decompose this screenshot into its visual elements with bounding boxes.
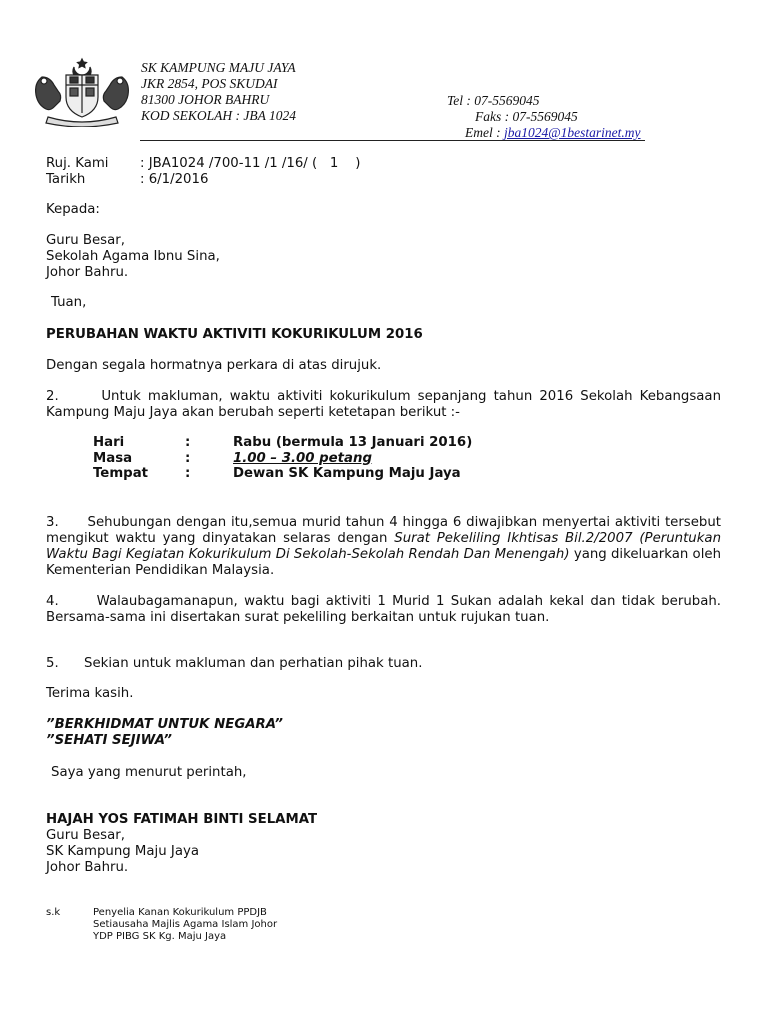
schedule-value: Dewan SK Kampung Maju Jaya xyxy=(233,466,461,481)
header-divider xyxy=(140,140,645,141)
kepada-label: Kepada: xyxy=(46,202,100,217)
schedule-label: Masa xyxy=(93,450,133,466)
schedule-label: Hari xyxy=(93,435,125,450)
salutation: Tuan, xyxy=(51,295,87,310)
cc-list xyxy=(93,907,277,943)
coat-of-arms-icon xyxy=(30,57,134,127)
school-code: KOD SEKOLAH : JBA 1024 xyxy=(141,108,296,123)
motto-block xyxy=(46,717,283,749)
signatory-city: Johor Bahru. xyxy=(46,860,129,875)
letterhead-contact xyxy=(447,93,641,141)
school-name: SK KAMPUNG MAJU JAYA xyxy=(141,60,296,75)
address-line-1: JKR 2854, POS SKUDAI xyxy=(141,76,278,91)
letterhead-address xyxy=(141,60,296,124)
schedule-label: Tempat xyxy=(93,466,149,481)
paragraph-2: 2. Untuk makluman, waktu aktiviti kokurikulum sepanjang tahun 2016 Sekolah Kebangsaan Kampung Maju Jaya akan berubah seperti ketetapan berikut :- xyxy=(46,389,726,420)
recipient-block xyxy=(46,233,220,281)
schedule-sep: : xyxy=(185,466,191,481)
cc-label: s.k xyxy=(46,907,61,918)
circular-reference: Surat Pekeliling Ikhtisas Bil.2/2007 (Peruntukan Waktu Bagi Kegiatan Kokurikulum Di Sekolah-Sekolah Rendah Dan Menengah) xyxy=(46,531,726,562)
schedule-sep: : xyxy=(185,450,191,466)
tarikh-label: Tarikh xyxy=(46,172,86,187)
tarikh-value: : 6/1/2016 xyxy=(140,172,209,187)
ruj-label: Ruj. Kami xyxy=(46,156,109,171)
paragraph-3-text: 3. Sehubungan dengan itu,semua murid tahun 4 hingga 6 diwajibkan menyertai aktiviti tersebut mengikut waktu yang dinyatakan selaras dengan xyxy=(46,515,726,546)
fax-number: Faks : 07-5569045 xyxy=(475,109,578,124)
paragraph-5: 5. Sekian untuk makluman dan perhatian pihak tuan. xyxy=(46,656,423,671)
schedule-value: 1.00 – 3.00 petang xyxy=(233,450,373,466)
paragraph-4: 4. Walaubagamanapun, waktu bagi aktiviti 1 Murid 1 Sukan adalah kekal dan tidak berubah. Bersama-sama ini disertakan surat pekeliling berkaitan untuk rujukan tuan. xyxy=(46,594,726,625)
cc-item: YDP PIBG SK Kg. Maju Jaya xyxy=(93,931,227,942)
schedule-value: Rabu (bermula 13 Januari 2016) xyxy=(233,435,473,450)
cc-item: Setiausaha Majlis Agama Islam Johor xyxy=(93,919,278,930)
signatory-title: Guru Besar, xyxy=(46,828,125,843)
recipient-line-1: Guru Besar, xyxy=(46,233,125,248)
schedule-sep: : xyxy=(185,435,191,450)
closing: Terima kasih. xyxy=(46,686,134,701)
yours-faithfully: Saya yang menurut perintah, xyxy=(51,765,247,780)
paragraph-3-text-end: yang dikeluarkan oleh Kementerian Pendidikan Malaysia. xyxy=(46,547,726,578)
email-label: Emel : xyxy=(465,125,504,140)
tel-number: Tel : 07-5569045 xyxy=(447,93,540,108)
subject-heading: PERUBAHAN WAKTU AKTIVITI KOKURIKULUM 2016 xyxy=(46,327,423,342)
cc-item: Penyelia Kanan Kokurikulum PPDJB xyxy=(93,907,267,918)
signatory-name: HAJAH YOS FATIMAH BINTI SELAMAT xyxy=(46,812,318,827)
recipient-line-2: Sekolah Agama Ibnu Sina, xyxy=(46,249,220,264)
signatory-block xyxy=(46,812,317,876)
motto-line-2: ”SEHATI SEJIWA” xyxy=(46,733,172,748)
email-line xyxy=(447,125,641,141)
motto-line-1: ”BERKHIDMAT UNTUK NEGARA” xyxy=(46,717,283,732)
paragraph-3 xyxy=(46,515,726,579)
email-link[interactable]: jba1024@1bestarinet.my xyxy=(503,125,641,140)
recipient-line-3: Johor Bahru. xyxy=(46,265,129,280)
paragraph-1: Dengan segala hormatnya perkara di atas dirujuk. xyxy=(46,358,382,373)
signatory-school: SK Kampung Maju Jaya xyxy=(46,844,199,859)
address-line-2: 81300 JOHOR BAHRU xyxy=(141,92,270,107)
ruj-value: : JBA1024 /700-11 /1 /16/ ( 1 ) xyxy=(140,156,361,171)
